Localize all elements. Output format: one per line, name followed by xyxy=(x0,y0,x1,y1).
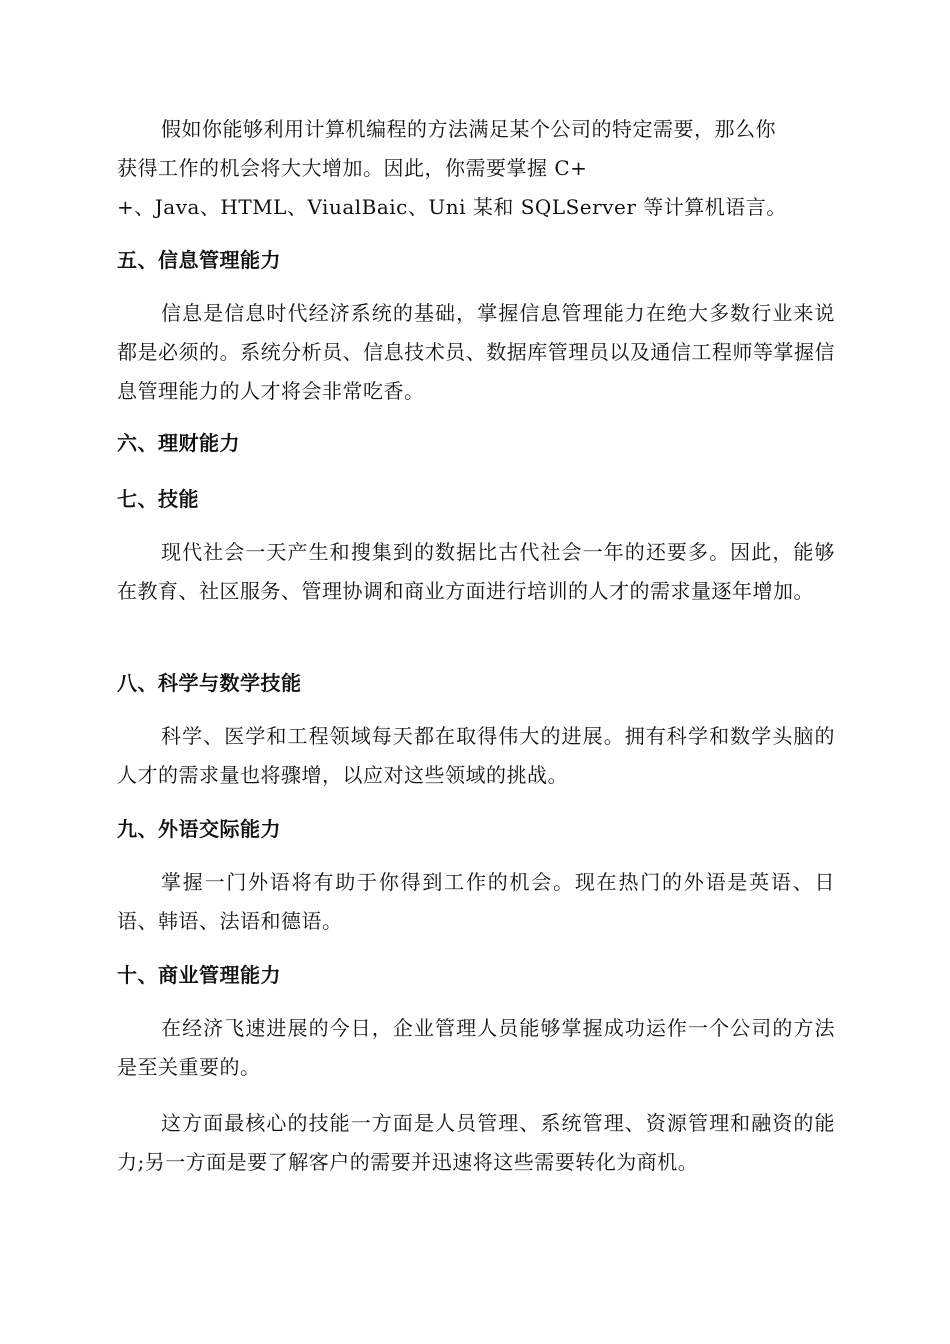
paragraph-foreign-language: 掌握一门外语将有助于你得到工作的机会。现在热门的外语是英语、日语、韩语、法语和德语。 xyxy=(117,870,835,933)
paragraph-science-math: 科学、医学和工程领域每天都在取得伟大的进展。拥有科学和数学头脑的人才的需求量也将骤增，以应对这些领域的挑战。 xyxy=(117,724,835,787)
heading-skills: 七、技能 xyxy=(117,487,199,511)
heading-financial-management: 六、理财能力 xyxy=(117,431,240,455)
heading-foreign-language: 九、外语交际能力 xyxy=(117,817,281,841)
heading-information-management: 五、信息管理能力 xyxy=(117,248,281,272)
paragraph-programming-line2: 获得工作的机会将大大增加。因此，你需要掌握 C+ xyxy=(117,156,588,180)
paragraph-programming-line3: +、Java、HTML、ViualBaic、Uni 某和 SQLServer 等计算机语言。 xyxy=(117,195,787,219)
paragraph-information-management: 信息是信息时代经济系统的基础，掌握信息管理能力在绝大多数行业来说都是必须的。系统分析员、信息技术员、数据库管理员以及通信工程师等掌握信息管理能力的人才将会非常吃香。 xyxy=(117,301,835,403)
heading-business-management: 十、商业管理能力 xyxy=(117,963,281,987)
paragraph-core-skills: 这方面最核心的技能一方面是人员管理、系统管理、资源管理和融资的能力;另一方面是要了解客户的需要并迅速将这些需要转化为商机。 xyxy=(117,1111,835,1174)
paragraph-business-management: 在经济飞速进展的今日，企业管理人员能够掌握成功运作一个公司的方法是至关重要的。 xyxy=(117,1016,835,1079)
heading-science-math: 八、科学与数学技能 xyxy=(117,671,302,695)
paragraph-skills: 现代社会一天产生和搜集到的数据比古代社会一年的还要多。因此，能够在教育、社区服务、管理协调和商业方面进行培训的人才的需求量逐年增加。 xyxy=(117,540,835,603)
paragraph-programming-line1: 假如你能够利用计算机编程的方法满足某个公司的特定需要，那么你 xyxy=(161,117,776,141)
